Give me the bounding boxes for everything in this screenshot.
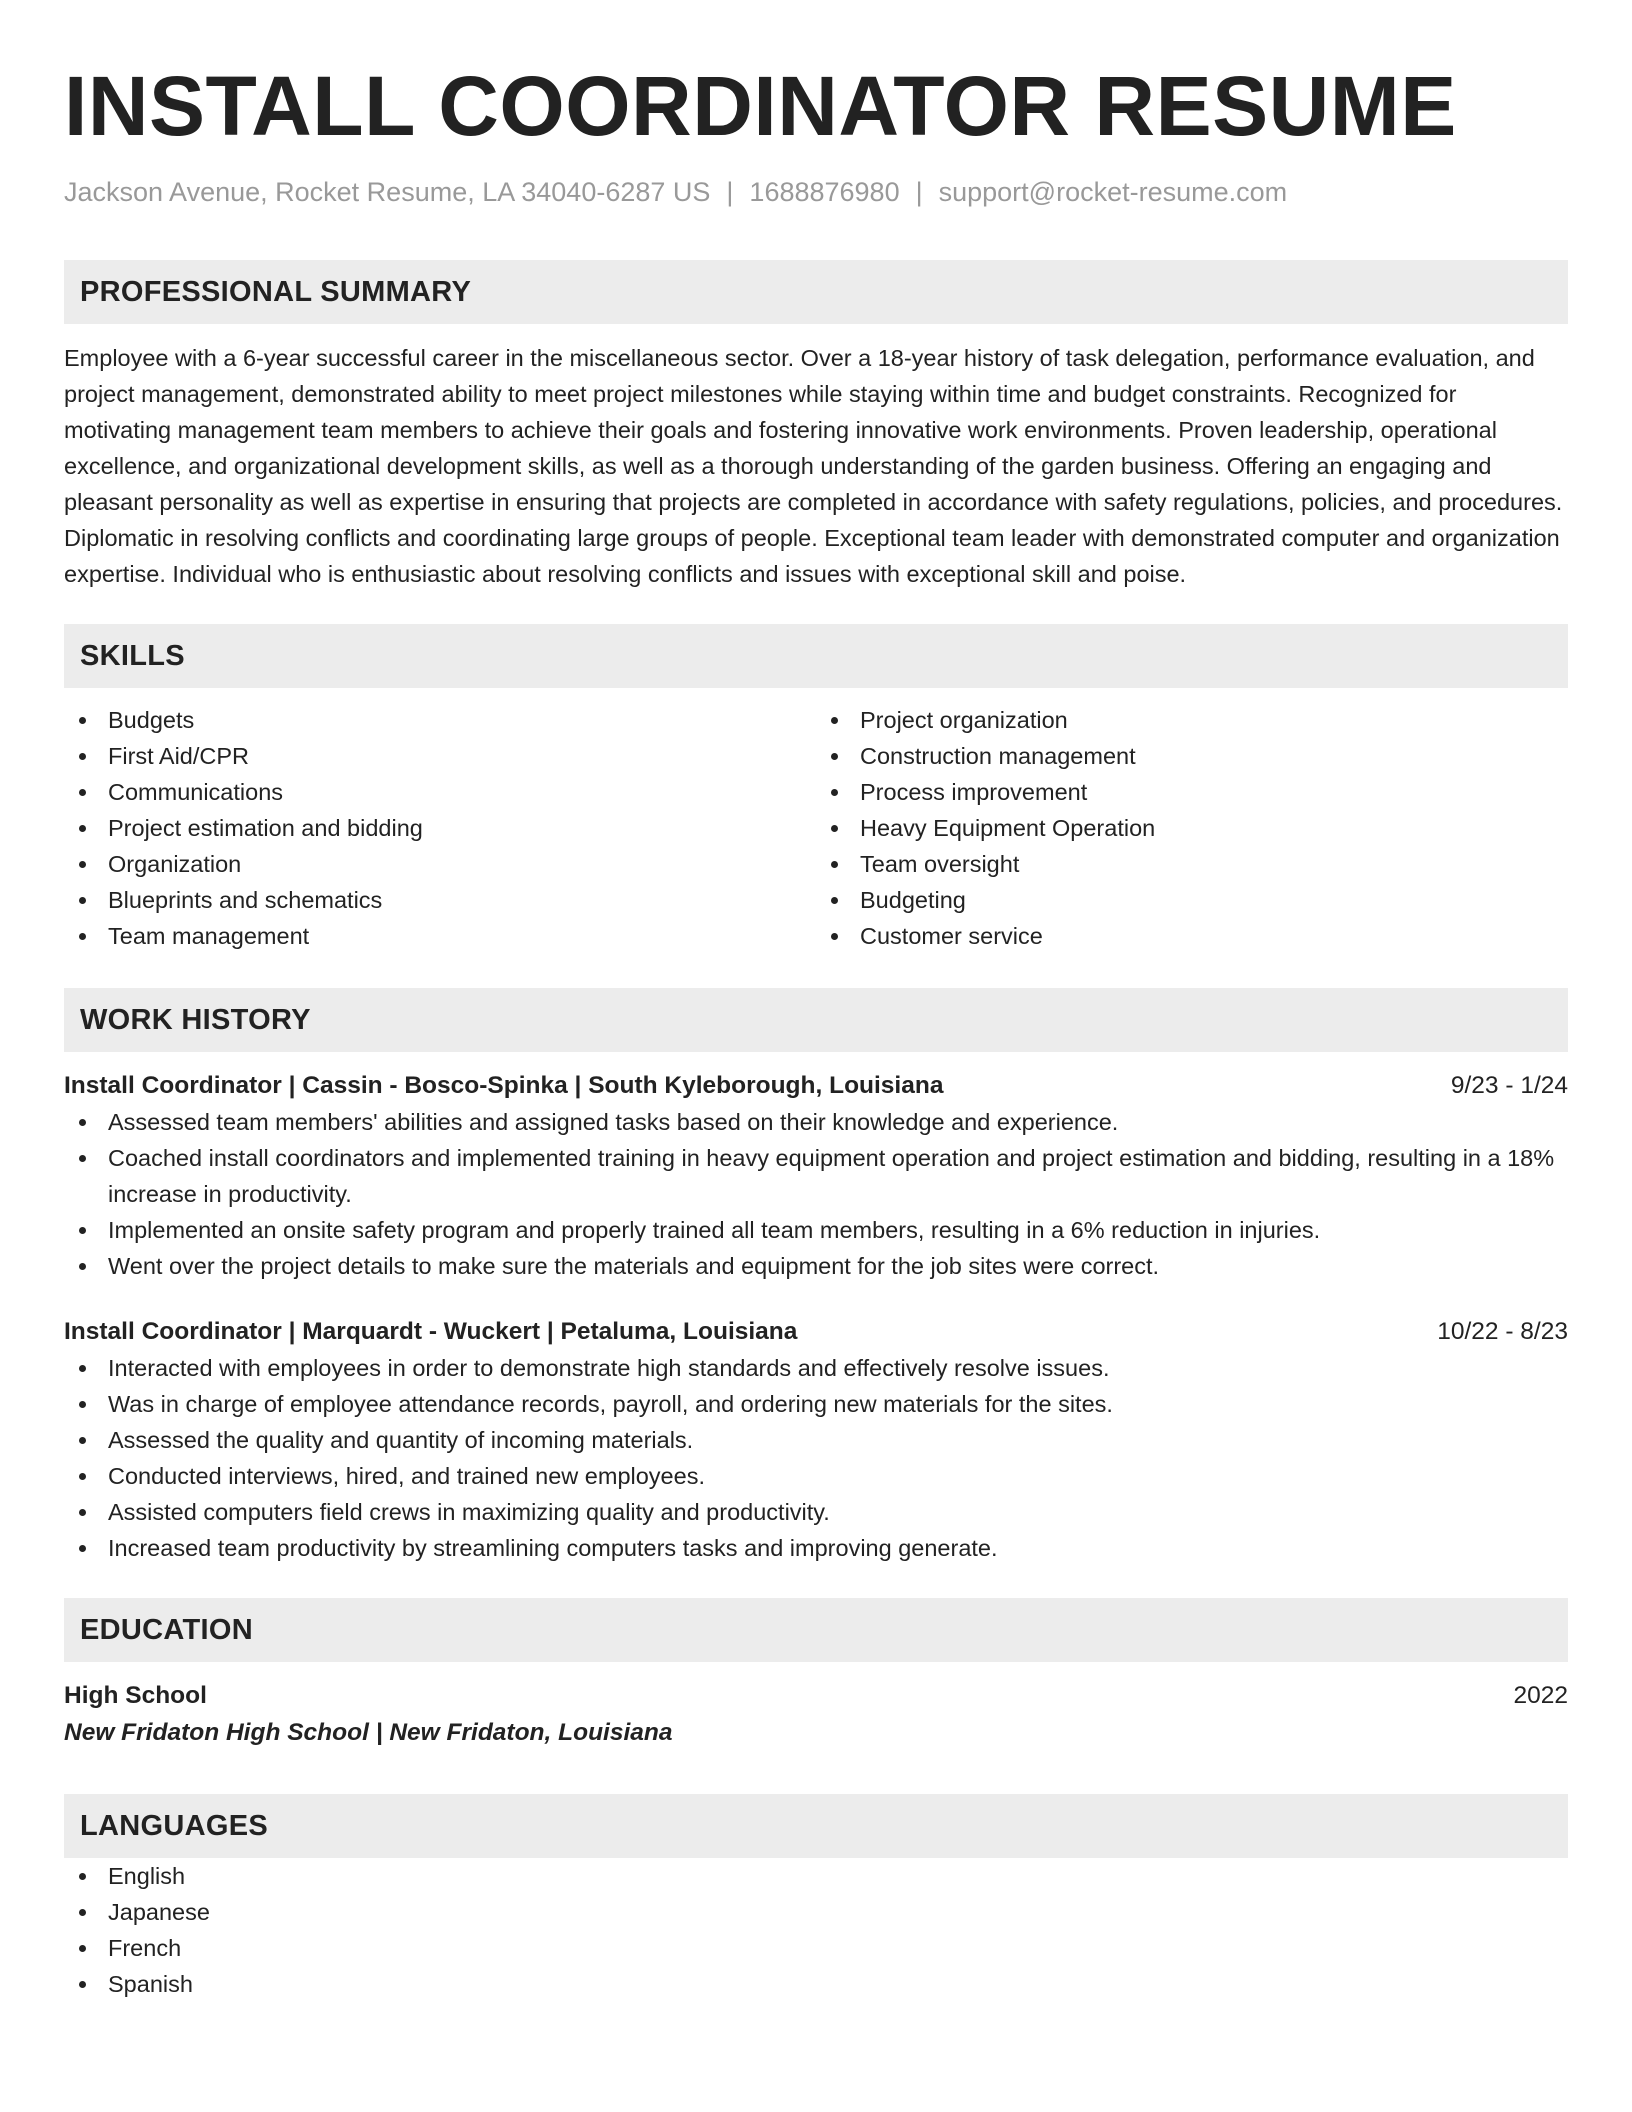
job-bullets — [64, 1350, 1568, 1566]
job-bullet: Coached install coordinators and implemented training in heavy equipment operation and project estimation and bidding, resulting in a 18% increase in productivity. — [64, 1140, 1568, 1212]
section-header-education: EDUCATION — [64, 1598, 1568, 1662]
section-header-summary: PROFESSIONAL SUMMARY — [64, 260, 1568, 324]
languages-list — [64, 1858, 1568, 2002]
skill-item: Organization — [64, 846, 816, 882]
skill-item: Blueprints and schematics — [64, 882, 816, 918]
job-bullet: Interacted with employees in order to demonstrate high standards and effectively resolve issues. — [64, 1350, 1568, 1386]
skill-item: Heavy Equipment Operation — [816, 810, 1568, 846]
language-item: French — [64, 1930, 1568, 1966]
summary-text: Employee with a 6-year successful career in the miscellaneous sector. Over a 18-year history of task delegation, performance evaluation, and project management, demonstrated ability to meet project milestones while staying within time and budget constraints. Recognized for motivating management team members to achieve their goals and fostering innovative work environments. Proven leadership, operational excellence, and organizational development skills, as well as a thorough understanding of the garden business. Offering an engaging and pleasant personality as well as expertise in ensuring that projects are completed in accordance with safety regulations, policies, and procedures. Diplomatic in resolving conflicts and coordinating large groups of people. Exceptional team leader with demonstrated computer and organization expertise. Individual who is enthusiastic about resolving conflicts and issues with exceptional skill and poise. — [64, 345, 1563, 587]
education-degree: High School — [64, 1682, 207, 1709]
skill-item: Project organization — [816, 702, 1568, 738]
job-bullet: Assisted computers field crews in maximizing quality and productivity. — [64, 1494, 1568, 1530]
contact-line — [64, 174, 1568, 210]
skill-item: Process improvement — [816, 774, 1568, 810]
contact-email[interactable]: support@rocket-resume.com — [938, 177, 1288, 207]
education-heading-row — [64, 1678, 1568, 1714]
resume-title: INSTALL COORDINATOR RESUME — [64, 59, 1457, 153]
skills-list-left — [64, 702, 816, 954]
job-bullet: Assessed the quality and quantity of incoming materials. — [64, 1422, 1568, 1458]
job-bullet: Implemented an onsite safety program and properly trained all team members, resulting in a 6% reduction in injuries. — [64, 1212, 1568, 1248]
language-item: English — [64, 1858, 1568, 1894]
skill-item: Construction management — [816, 738, 1568, 774]
contact-separator: | — [726, 177, 734, 207]
job-bullet: Assessed team members' abilities and assigned tasks based on their knowledge and experience. — [64, 1104, 1568, 1140]
contact-separator: | — [915, 177, 923, 207]
skill-item: Team management — [64, 918, 816, 954]
skill-item: First Aid/CPR — [64, 738, 816, 774]
job-title: Install Coordinator | Cassin - Bosco-Spinka | South Kyleborough, Louisiana — [64, 1072, 944, 1099]
job-dates: 9/23 - 1/24 — [1450, 1072, 1568, 1099]
section-header-languages: LANGUAGES — [64, 1794, 1568, 1858]
contact-phone: 1688876980 — [749, 177, 900, 207]
education-year: 2022 — [1513, 1682, 1568, 1709]
language-item: Japanese — [64, 1894, 1568, 1930]
skill-item: Project estimation and bidding — [64, 810, 816, 846]
job-title: Install Coordinator | Marquardt - Wuckert | Petaluma, Louisiana — [64, 1318, 798, 1345]
skill-item: Team oversight — [816, 846, 1568, 882]
job-bullets — [64, 1104, 1568, 1284]
skill-item: Customer service — [816, 918, 1568, 954]
skill-item: Communications — [64, 774, 816, 810]
section-header-skills: SKILLS — [64, 624, 1568, 688]
language-item: Spanish — [64, 1966, 1568, 2002]
job-heading-row — [64, 1314, 1568, 1350]
job-bullet: Was in charge of employee attendance records, payroll, and ordering new materials for the sites. — [64, 1386, 1568, 1422]
job-bullet: Went over the project details to make sure the materials and equipment for the job sites were correct. — [64, 1248, 1568, 1284]
job-bullet: Increased team productivity by streamlining computers tasks and improving generate. — [64, 1530, 1568, 1566]
education-school: New Fridaton High School | New Fridaton, Louisiana — [64, 1719, 673, 1746]
job-bullet: Conducted interviews, hired, and trained new employees. — [64, 1458, 1568, 1494]
skills-grid — [64, 702, 1568, 954]
skills-list-right — [816, 702, 1568, 954]
skill-item: Budgeting — [816, 882, 1568, 918]
job-dates: 10/22 - 8/23 — [1437, 1318, 1568, 1345]
job-heading-row — [64, 1068, 1568, 1104]
contact-address: Jackson Avenue, Rocket Resume, LA 34040-6287 US — [64, 177, 711, 207]
skill-item: Budgets — [64, 702, 816, 738]
section-header-work-history: WORK HISTORY — [64, 988, 1568, 1052]
